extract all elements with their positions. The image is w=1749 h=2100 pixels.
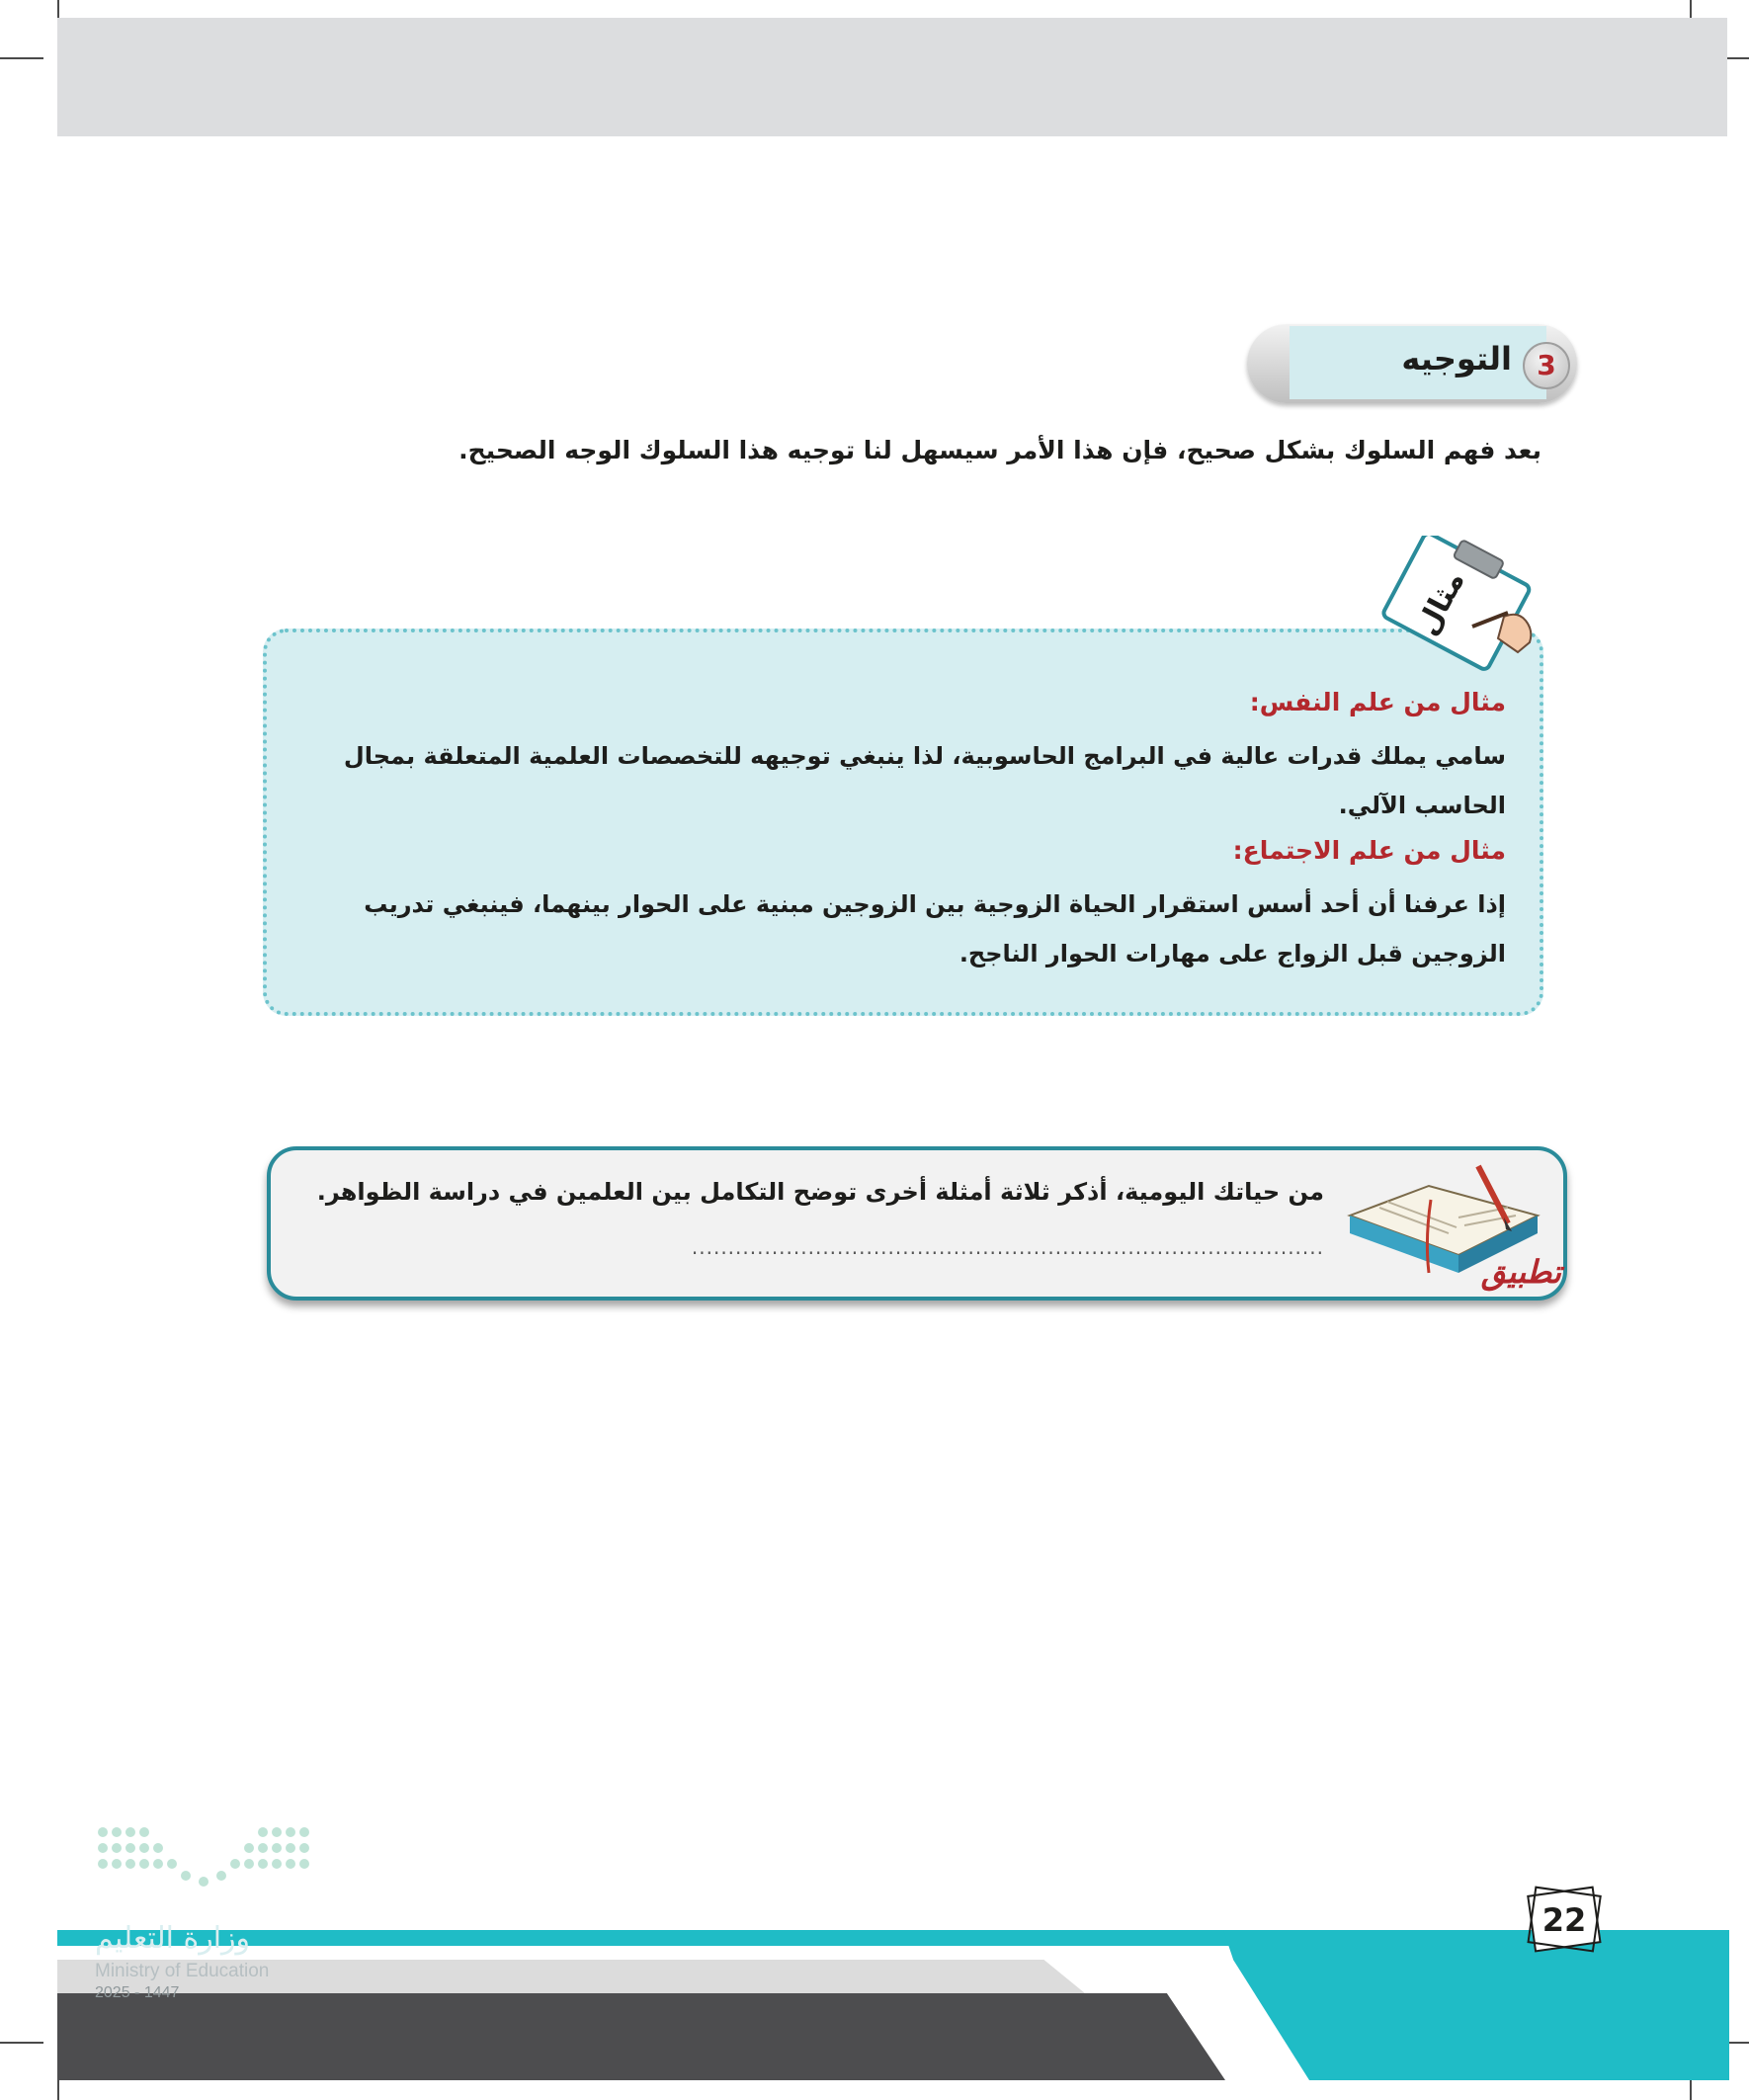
intro-paragraph: بعد فهم السلوك بشكل صحيح، فإن هذا الأمر سيسهل لنا توجيه هذا السلوك الوجه الصحيح.	[458, 436, 1541, 464]
ministry-logo-icon	[95, 1824, 312, 1893]
example-text: إذا عرفنا أن أحد أسس استقرار الحياة الزوجية بين الزوجين مبنية على الحوار بينهما، فينبغي تدريب الزوجين قبل الزواج على مهارات الحوار الناجح.	[364, 890, 1506, 967]
example-heading: مثال من علم الاجتماع:	[1232, 836, 1506, 865]
answer-line[interactable]: .......................................................................................	[691, 1235, 1324, 1259]
footer-band-dark	[57, 1993, 1225, 2080]
ministry-name-english: Ministry of Education	[95, 1961, 270, 1981]
header-band	[57, 18, 1727, 136]
edition-year: 2025 - 1447	[95, 1984, 180, 2001]
page-number: 22	[1541, 1901, 1587, 1939]
crop-mark	[0, 2042, 43, 2044]
section-number-badge: 3	[1523, 342, 1570, 389]
ministry-name-arabic: وزارة التعليم	[95, 1921, 251, 1956]
example-badge: مثال	[1409, 565, 1472, 641]
example-heading: مثال من علم النفس:	[1249, 688, 1506, 716]
crop-mark	[0, 57, 43, 59]
section-title: التوجيه	[1401, 340, 1512, 378]
example-text: سامي يملك قدرات عالية في البرامج الحاسوبية، لذا ينبغي توجيهه للتخصصات العلمية المتعلقة بمجال الحاسب الآلي.	[343, 742, 1506, 819]
application-question: من حياتك اليومية، أذكر ثلاثة أمثلة أخرى توضح التكامل بين العلمين في دراسة الظواهر.	[316, 1178, 1324, 1206]
footer-band-teal	[1223, 1930, 1729, 2080]
application-label: تطبيق	[1480, 1253, 1561, 1291]
